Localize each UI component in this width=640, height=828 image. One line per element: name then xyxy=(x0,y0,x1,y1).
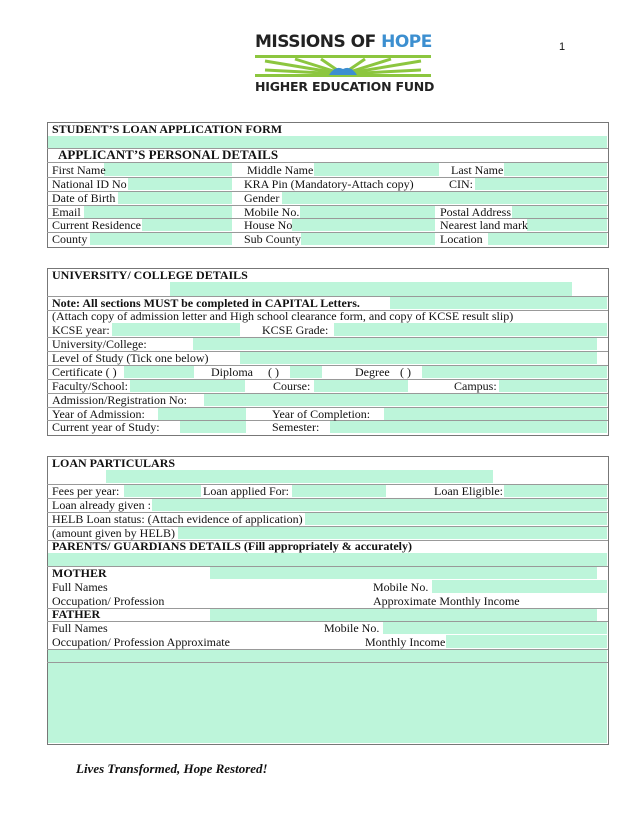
loan-heading-field[interactable] xyxy=(106,470,493,483)
county-field[interactable] xyxy=(90,232,232,245)
personal-details-heading: APPLICANT’S PERSONAL DETAILS xyxy=(58,147,279,162)
email-label: Email xyxy=(52,205,81,219)
dob-label: Date of Birth xyxy=(52,191,116,205)
mobile-label: Mobile No. xyxy=(244,205,300,219)
mobile-field[interactable] xyxy=(300,205,435,218)
sub-county-field[interactable] xyxy=(301,232,435,245)
kcse-year-field[interactable] xyxy=(112,323,240,336)
mother-income-label: Approximate Monthly Income xyxy=(373,594,520,608)
residence-field[interactable] xyxy=(142,218,232,231)
logo-text: MISSIONS OF xyxy=(255,32,376,52)
kra-pin-label: KRA Pin (Mandatory-Attach copy) xyxy=(244,177,414,191)
house-field[interactable] xyxy=(292,218,435,231)
course-field[interactable] xyxy=(314,379,408,392)
degree-tick[interactable]: ( ) xyxy=(400,365,411,379)
gender-field[interactable] xyxy=(282,191,607,204)
last-name-field[interactable] xyxy=(504,163,607,176)
sub-county-label: Sub County xyxy=(244,232,302,246)
father-field[interactable] xyxy=(210,608,597,621)
current-year-label: Current year of Study: xyxy=(52,420,160,434)
county-label: County xyxy=(52,232,88,246)
attach-instructions: (Attach copy of admission letter and High school clearance form, and copy of KCSE result slip) xyxy=(52,309,514,323)
loan-heading: LOAN PARTICULARS xyxy=(52,456,176,470)
mother-field[interactable] xyxy=(210,566,597,579)
helb-status-field[interactable] xyxy=(305,512,607,525)
admission-no-label: Admission/Registration No: xyxy=(52,393,187,407)
landmark-field[interactable] xyxy=(527,218,607,231)
helb-amount-field[interactable] xyxy=(178,526,607,539)
postal-label: Postal Address xyxy=(440,205,512,219)
kcse-grade-label: KCSE Grade: xyxy=(262,323,329,337)
current-year-field[interactable] xyxy=(180,420,246,433)
location-label: Location xyxy=(440,232,483,246)
loan-given-label: Loan already given : xyxy=(52,498,151,512)
father-heading: FATHER xyxy=(52,607,101,621)
year-completion-label: Year of Completion: xyxy=(272,407,371,421)
email-field[interactable] xyxy=(84,205,232,218)
first-name-label: First Name xyxy=(52,163,106,177)
postal-field[interactable] xyxy=(512,205,607,218)
helb-status-label: HELB Loan status: (Attach evidence of application) xyxy=(52,512,303,526)
cin-label: CIN: xyxy=(449,177,473,191)
first-name-field[interactable] xyxy=(104,163,232,176)
loan-given-field[interactable] xyxy=(152,498,607,511)
note-field[interactable] xyxy=(390,296,607,309)
loan-applied-label: Loan applied For: xyxy=(203,484,289,498)
extra-field[interactable] xyxy=(48,650,607,662)
faculty-field[interactable] xyxy=(130,379,245,392)
national-id-label: National ID No xyxy=(52,177,127,191)
national-id-field[interactable] xyxy=(128,177,232,190)
fees-label: Fees per year: xyxy=(52,484,120,498)
capital-letters-note: Note: All sections MUST be completed in CAPITAL Letters. xyxy=(52,296,360,310)
mother-mobile-field[interactable] xyxy=(432,580,607,593)
loan-eligible-field[interactable] xyxy=(504,484,607,497)
father-income-field[interactable] xyxy=(446,635,607,648)
level-of-study-field[interactable] xyxy=(240,351,597,364)
parents-heading-field[interactable] xyxy=(48,553,607,566)
degree-field[interactable] xyxy=(422,365,607,378)
father-full-names-label: Full Names xyxy=(52,621,108,635)
fees-field[interactable] xyxy=(124,484,201,497)
certificate-option[interactable]: Certificate ( ) xyxy=(52,365,117,379)
year-completion-field[interactable] xyxy=(384,407,607,420)
logo-subtitle: HIGHER EDUCATION FUND xyxy=(255,79,435,94)
campus-field[interactable] xyxy=(499,379,607,392)
diploma-field[interactable] xyxy=(290,365,322,378)
cin-field[interactable] xyxy=(475,177,607,190)
page-number: 1 xyxy=(559,41,566,53)
university-heading-field[interactable] xyxy=(170,282,572,296)
university-label: University/College: xyxy=(52,337,147,351)
semester-label: Semester: xyxy=(272,420,320,434)
middle-name-field[interactable] xyxy=(314,163,439,176)
kcse-year-label: KCSE year: xyxy=(52,323,110,337)
year-admission-label: Year of Admission: xyxy=(52,407,145,421)
faculty-label: Faculty/School: xyxy=(52,379,128,393)
degree-label: Degree xyxy=(355,365,390,379)
sunrise-book-icon xyxy=(255,55,431,79)
loan-eligible-label: Loan Eligible: xyxy=(434,484,503,498)
admission-no-field[interactable] xyxy=(204,393,607,406)
loan-applied-field[interactable] xyxy=(292,484,386,497)
university-heading: UNIVERSITY/ COLLEGE DETAILS xyxy=(52,268,248,282)
landmark-label: Nearest land mark xyxy=(440,218,528,232)
semester-field[interactable] xyxy=(330,420,607,433)
helb-amount-label: (amount given by HELB) xyxy=(52,526,175,540)
level-of-study-label: Level of Study (Tick one below) xyxy=(52,351,209,365)
mother-full-names-label: Full Names xyxy=(52,580,108,594)
middle-name-label: Middle Name xyxy=(247,163,314,177)
parents-heading: PARENTS/ GUARDIANS DETAILS (Fill appropriately & accurately) xyxy=(52,539,412,553)
father-mobile-field[interactable] xyxy=(383,621,607,634)
house-label: House No xyxy=(244,218,293,232)
form-title: STUDENT’S LOAN APPLICATION FORM xyxy=(52,122,283,136)
campus-label: Campus: xyxy=(454,379,497,393)
last-name-label: Last Name xyxy=(451,163,504,177)
kcse-grade-field[interactable] xyxy=(334,323,607,336)
diploma-label: Diploma xyxy=(211,365,253,379)
gender-label: Gender xyxy=(244,191,280,205)
location-field[interactable] xyxy=(488,232,607,245)
father-occupation-label: Occupation/ Profession Approximate xyxy=(52,635,230,649)
notes-area[interactable] xyxy=(48,663,607,743)
certificate-field[interactable] xyxy=(124,365,194,378)
mother-occupation-label: Occupation/ Profession xyxy=(52,594,165,608)
diploma-tick[interactable]: ( ) xyxy=(268,365,279,379)
footer-motto: Lives Transformed, Hope Restored! xyxy=(76,761,268,776)
residence-label: Current Residence xyxy=(52,218,141,232)
dob-field[interactable] xyxy=(118,191,232,204)
father-mobile-label: Mobile No. xyxy=(324,621,380,635)
mother-mobile-label: Mobile No. xyxy=(373,580,429,594)
mother-heading: MOTHER xyxy=(52,566,107,580)
year-admission-field[interactable] xyxy=(158,407,246,420)
father-income-label: Monthly Income xyxy=(365,635,446,649)
university-field[interactable] xyxy=(193,337,597,350)
logo-hope-text: HOPE xyxy=(381,32,432,52)
course-label: Course: xyxy=(273,379,311,393)
